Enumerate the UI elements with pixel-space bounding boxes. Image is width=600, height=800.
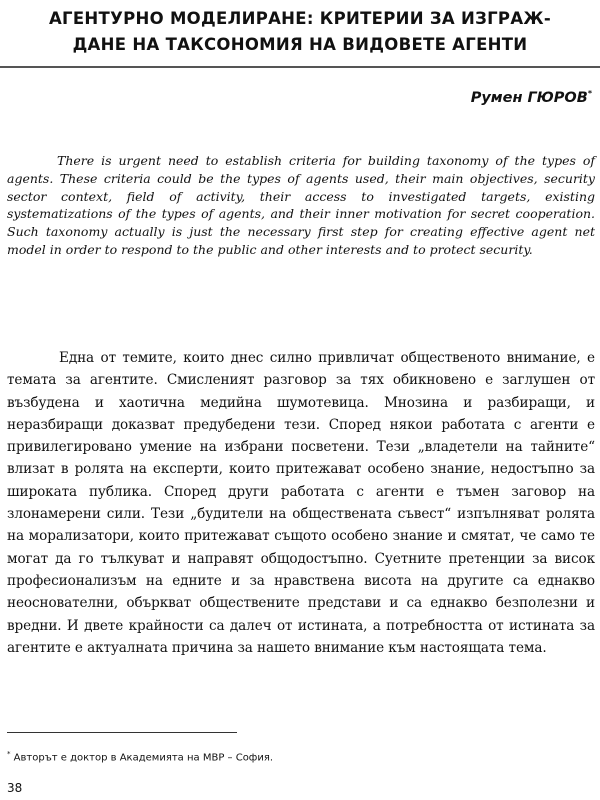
footnote-text: Авторът е доктор в Академията на МВР – София.: [10, 752, 274, 764]
footnote: [7, 750, 273, 763]
author-footnote-mark: *: [587, 89, 592, 98]
title-rule: [0, 66, 600, 68]
author-name: [471, 89, 592, 106]
abstract-paragraph: There is urgent need to establish criteria for building taxonomy of the types of agents. These criteria could be the types of agents used, their main objectives, security sector context, field of activity, their access to investigated targets, existing systematizations of the types of agents, and their inner motivation for secret cooperation. Such taxonomy actually is just the necessary first step for creating effective agent net model in order to respond to the public and other interests and to protect security.: [7, 153, 595, 257]
title-line-2: ДАНЕ НА ТАКСОНОМИЯ НА ВИДОВЕТЕ АГЕНТИ: [72, 35, 528, 54]
title-line-1: АГЕНТУРНО МОДЕЛИРАНЕ: КРИТЕРИИ ЗА ИЗГРАЖ-: [48, 9, 552, 28]
footnote-rule: [7, 732, 237, 733]
article-title: [0, 6, 600, 58]
author-text: Румен ГЮРОВ: [470, 89, 588, 106]
footnote-mark: *: [7, 750, 11, 758]
body-paragraph: Една от темите, които днес силно привличат общественото внимание, е темата за агентите. Смисленият разговор за тях обикновено е заглушен от възбудена и хаотична медийна шумотевица. Мнозина и разбиращи, и неразбиращи доказват предубедени тези. Според някои работата с агенти е привилегировано умение на избрани посветени. Тези „владетели на тайните“ влизат в ролята на експерти, които притежават особено знание, недостъпно за широката публика. Според други работата с агенти е тъмен заговор на злонамерени сили. Тези „будители на обществената съвест“ изпълняват ролята на морализатори, които притежават същото особено знание и смятат, че само те могат да го тълкуват и направят общодостъпно. Суетните претенции за висок професионализъм на едните и за нравствена висота на другите са еднакво неоснователни, объркват обществените представи и са еднакво безполезни и вредни. И двете крайности са далеч от истината, а потребността от истината за агентите е актуалната причина за нашето внимание към настоящата тема.: [7, 350, 595, 656]
page-number: 38: [7, 781, 23, 795]
